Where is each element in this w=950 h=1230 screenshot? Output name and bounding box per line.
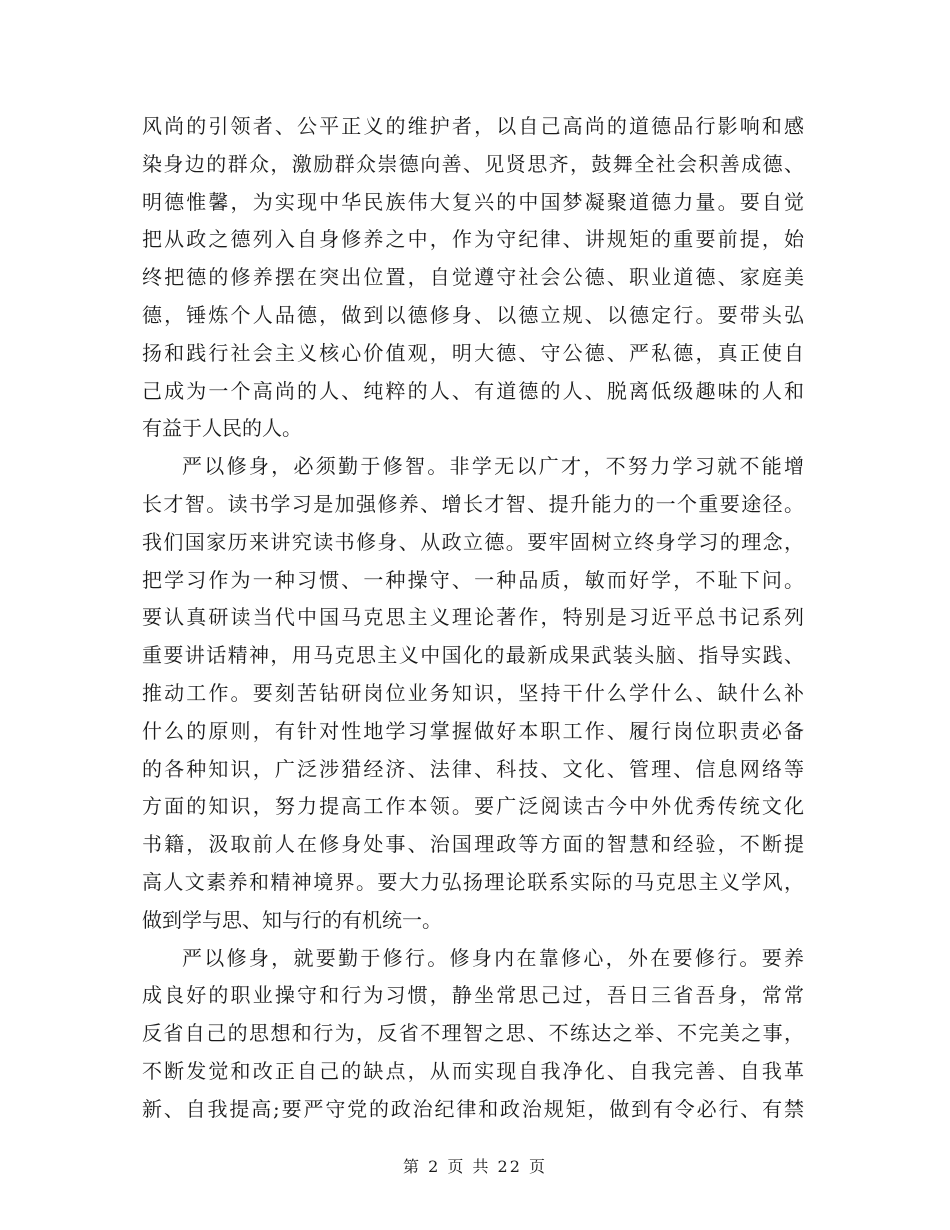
text-line: 新、自我提高;要严守党的政治纪律和政治规矩，做到有令必行、有禁 bbox=[142, 1096, 804, 1121]
text-line: 推动工作。要刻苦钻研岗位业务知识，坚持干什么学什么、缺什么补 bbox=[142, 680, 804, 705]
text-line: 扬和践行社会主义核心价值观，明大德、守公德、严私德，真正使自 bbox=[142, 340, 804, 365]
paragraph-first-line: 严以修身，必须勤于修智。非学无以广才，不努力学习就不能增 bbox=[182, 454, 804, 479]
text-line: 染身边的群众，激励群众崇德向善、见贤思齐，鼓舞全社会积善成德、 bbox=[142, 151, 804, 176]
text-line: 我们国家历来讲究读书修身、从政立德。要牢固树立终身学习的理念， bbox=[142, 529, 804, 554]
text-line: 成良好的职业操守和行为习惯，静坐常思己过，吾日三省吾身，常常 bbox=[142, 983, 804, 1008]
text-line: 要认真研读当代中国马克思主义理论著作，特别是习近平总书记系列 bbox=[142, 605, 804, 630]
text-line: 己成为一个高尚的人、纯粹的人、有道德的人、脱离低级趣味的人和 bbox=[142, 378, 804, 403]
text-line: 把从政之德列入自身修养之中，作为守纪律、讲规矩的重要前提，始 bbox=[142, 227, 804, 252]
text-line: 书籍，汲取前人在修身处事、治国理政等方面的智慧和经验，不断提 bbox=[142, 832, 804, 857]
text-line: 长才智。读书学习是加强修养、增长才智、提升能力的一个重要途径。 bbox=[142, 491, 804, 516]
text-line: 风尚的引领者、公平正义的维护者，以自己高尚的道德品行影响和感 bbox=[142, 114, 804, 138]
text-line: 德，锤炼个人品德，做到以德修身、以德立规、以德定行。要带头弘 bbox=[142, 302, 804, 327]
text-line: 什么的原则，有针对性地学习掌握做好本职工作、履行岗位职责必备 bbox=[142, 718, 804, 743]
text-line: 做到学与思、知与行的有机统一。 bbox=[142, 907, 442, 932]
text-line: 不断发觉和改正自己的缺点，从而实现自我净化、自我完善、自我革 bbox=[142, 1058, 804, 1083]
text-line: 把学习作为一种习惯、一种操守、一种品质，敏而好学，不耻下问。 bbox=[142, 567, 804, 592]
text-line: 高人文素养和精神境界。要大力弘扬理论联系实际的马克思主义学风， bbox=[142, 869, 804, 894]
text-line: 重要讲话精神，用马克思主义中国化的最新成果武装头脑、指导实践、 bbox=[142, 643, 804, 668]
text-line: 反省自己的思想和行为，反省不理智之思、不练达之举、不完美之事， bbox=[142, 1021, 804, 1046]
text-line: 明德惟馨，为实现中华民族伟大复兴的中国梦凝聚道德力量。要自觉 bbox=[142, 189, 804, 214]
text-line: 的各种知识，广泛涉猎经济、法律、科技、文化、管理、信息网络等 bbox=[142, 756, 804, 781]
document-body bbox=[142, 108, 804, 1129]
text-line: 有益于人民的人。 bbox=[142, 416, 302, 441]
text-line: 终把德的修养摆在突出位置，自觉遵守社会公德、职业道德、家庭美 bbox=[142, 265, 804, 290]
text-line: 方面的知识，努力提高工作本领。要广泛阅读古今中外优秀传统文化 bbox=[142, 794, 804, 819]
paragraph-first-line: 严以修身，就要勤于修行。修身内在靠修心，外在要修行。要养 bbox=[182, 945, 804, 970]
page-footer: 第 2 页 共 22 页 bbox=[403, 1157, 547, 1176]
